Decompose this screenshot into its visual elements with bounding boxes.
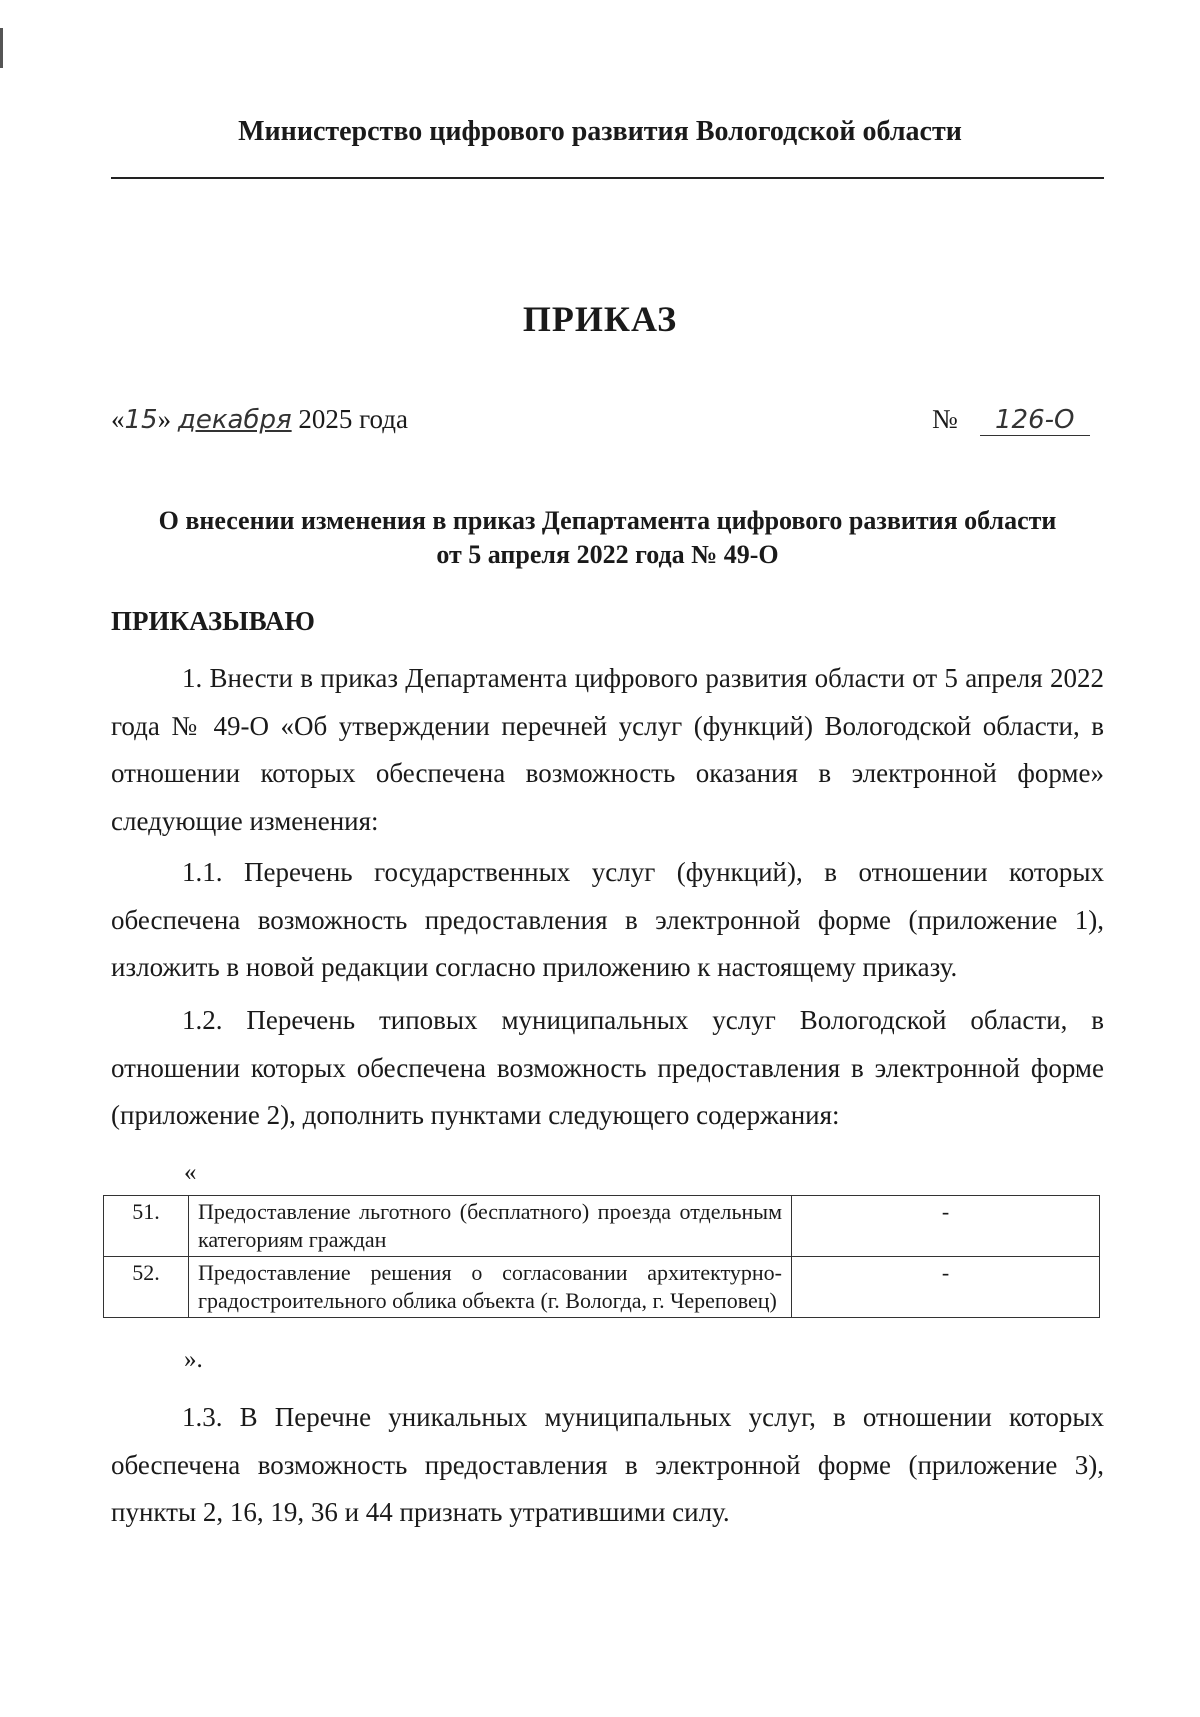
number-value-handwritten: 126-О (980, 405, 1090, 436)
paragraph-1: 1. Внести в приказ Департамента цифрового развития области от 5 апреля 2022 года № 49-О «Об утверждении перечней услуг (функций) Вологодской области, в отношении которых обеспечена возможность оказания в электронной форме» следующие изменения: (111, 663, 1104, 836)
date-close-quote: » (157, 404, 172, 434)
order-number (932, 404, 1090, 436)
number-label: № (932, 404, 958, 434)
subject-line-1: О внесении изменения в приказ Департамента цифрового развития области (158, 506, 1057, 535)
services-table (103, 1195, 1100, 1318)
row-extra: - (792, 1257, 1100, 1318)
order-date (111, 404, 408, 435)
date-year: 2025 (298, 404, 353, 434)
date-month-handwritten: декабря (177, 405, 292, 435)
service-name: Предоставление льготного (бесплатного) проезда отдельным категориям граждан (189, 1196, 792, 1257)
table-open-quote: « (184, 1159, 197, 1186)
table-row (104, 1196, 1100, 1257)
row-number: 52. (104, 1257, 189, 1318)
table-row (104, 1257, 1100, 1318)
date-day-handwritten: 15 (124, 405, 158, 435)
row-number: 51. (104, 1196, 189, 1257)
subject-line-2: от 5 апреля 2022 года № 49-О (436, 540, 779, 569)
document-title: ПРИКАЗ (522, 299, 678, 339)
paragraph-1-1: 1.1. Перечень государственных услуг (функций), в отношении которых обеспечена возможность предоставления в электронной форме (приложение 1), изложить в новой редакции согласно приложению к настоящему приказу. (111, 857, 1104, 982)
scan-edge-mark (0, 28, 3, 68)
header-divider (111, 177, 1104, 179)
order-word: ПРИКАЗЫВАЮ (111, 606, 315, 636)
order-subject (111, 504, 1104, 572)
paragraph-1-2: 1.2. Перечень типовых муниципальных услуг Вологодской области, в отношении которых обеспечена возможность предоставления в электронной форме (приложение 2), дополнить пунктами следующего содержания: (111, 1005, 1104, 1130)
date-open-quote: « (111, 404, 125, 434)
date-suffix: года (359, 404, 408, 434)
ministry-name: Министерство цифрового развития Вологодской области (238, 116, 962, 147)
row-extra: - (792, 1196, 1100, 1257)
table-close-quote: ». (184, 1346, 203, 1373)
paragraph-1-3: 1.3. В Перечне уникальных муниципальных услуг, в отношении которых обеспечена возможность предоставления в электронной форме (приложение 3), пункты 2, 16, 19, 36 и 44 признать утратившими силу. (111, 1402, 1104, 1527)
service-name: Предоставление решения о согласовании архитектурно-градостроительного облика объекта (г. Вологда, г. Череповец) (189, 1257, 792, 1318)
